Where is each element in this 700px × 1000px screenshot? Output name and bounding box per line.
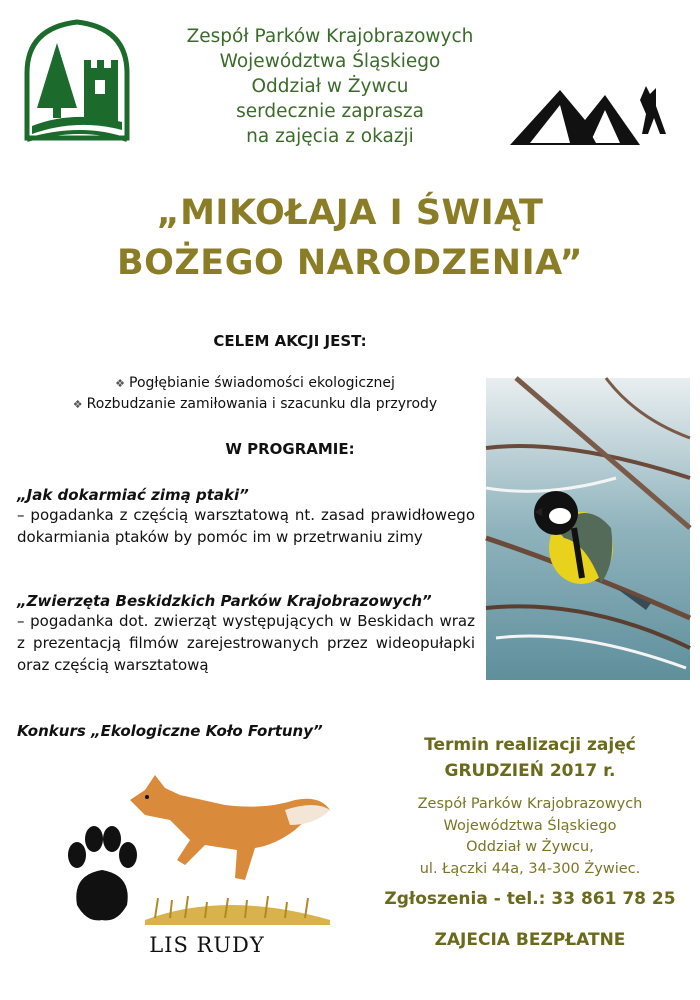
program-item [17,592,475,676]
program-heading: W PROGRAMIE: [225,440,355,458]
term-block [380,732,680,784]
diamond-bullet-icon: ❖ [115,377,126,390]
contest-text: Konkurs „Ekologiczne Koło Fortuny” [17,722,323,740]
list-item [20,394,490,415]
main-title [40,188,660,288]
fox-illustration [125,770,330,925]
program-item-title: „Jak dokarmiać zimą ptaki” [17,486,249,504]
goals-heading: CELEM AKCJI JEST: [213,332,367,350]
goal-text: Pogłębianie świadomości ekologicznej [129,375,395,391]
free-classes-note: ZAJECIA BEZPŁATNE [434,930,626,950]
paw-print-icon [62,825,142,925]
great-tit-painting [486,378,690,680]
address-line: Zespół Parków Krajobrazowych [417,796,643,812]
title-line-1: „MIKOŁAJA I ŚWIĄT [156,193,544,233]
header-line: Oddział w Żywcu [251,76,409,97]
header-line: serdecznie zaprasza [236,101,424,122]
header-line: Zespół Parków Krajobrazowych [186,26,474,47]
header-line: Województwa Śląskiego [219,51,441,72]
title-line-2: BOŻEGO NARODZENIA” [117,243,583,283]
program-item [17,486,475,548]
address-block [370,794,690,880]
program-item-desc: – pogadanka dot. zwierząt występujących w Beskidach wraz z prezentacją filmów zarejestrowanych przez wideopułapki oraz częścią warsztatową [17,612,475,674]
term-line-2: GRUDZIEŃ 2017 r. [444,761,616,781]
education-center-logo [490,55,680,170]
phone-contact: Zgłoszenia - tel.: 33 861 78 25 [384,889,676,909]
program-item-title: „Zwierzęta Beskidzkich Parków Krajobrazowych” [17,592,432,610]
header-line: na zajęcia z okazji [246,126,414,147]
goal-text: Rozbudzanie zamiłowania i szacunku dla przyrody [86,396,438,412]
address-line: ul. Łączki 44a, 34-300 Żywiec. [419,860,641,877]
program-item-desc: – pogadanka z częścią warsztatową nt. zasad prawidłowego dokarmiania ptaków by pomóc im w przetrwaniu zimy [17,506,475,546]
list-item [20,373,490,394]
address-line: Oddział w Żywcu, [466,839,594,855]
park-logo [22,18,132,143]
address-line: Województwa Śląskiego [443,817,617,834]
term-line-1: Termin realizacji zajęć [424,735,636,755]
diamond-bullet-icon: ❖ [72,398,83,411]
fox-caption: LIS RUDY [149,933,265,957]
goals-list [20,373,490,415]
organization-header [150,24,510,149]
